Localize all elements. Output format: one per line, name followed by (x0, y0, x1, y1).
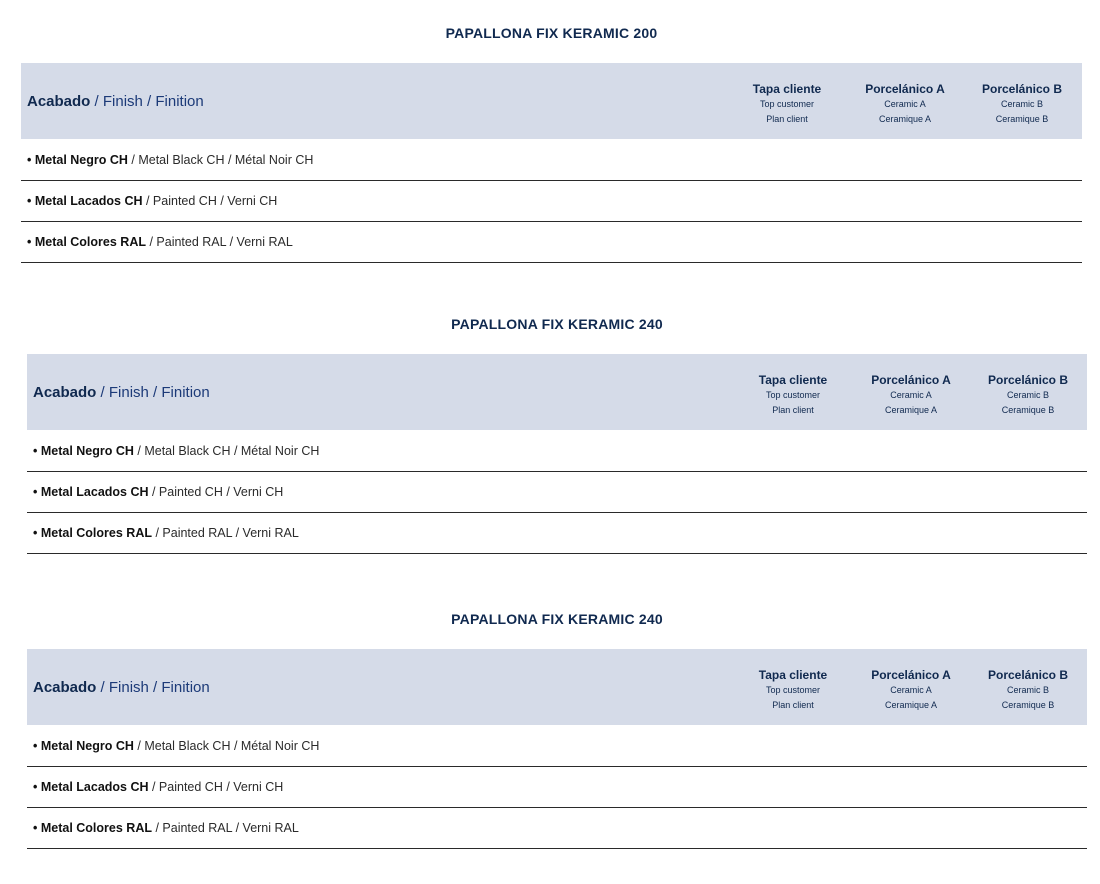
finish-label-rest: / Finish / Finition (96, 679, 210, 696)
table-title: PAPALLONA FIX KERAMIC 240 (451, 316, 663, 332)
table-section-2 (27, 316, 1087, 556)
row-label-bold: • Metal Negro CH (27, 153, 128, 167)
table-row (27, 726, 1087, 767)
row-label-rest: / Painted CH / Verni CH (148, 780, 284, 794)
column-main-label: Porcelánico B (981, 82, 1063, 96)
row-label (33, 444, 319, 458)
table-row (27, 513, 1087, 554)
column-porcelanico-a (850, 82, 960, 127)
column-porcelanico-a (856, 373, 966, 418)
finish-column-label (33, 679, 210, 696)
column-sub-label: Plan client (772, 700, 814, 710)
row-label-bold: • Metal Lacados CH (33, 485, 149, 499)
row-label (33, 739, 319, 753)
column-main-label: Porcelánico B (987, 668, 1069, 682)
table-row (21, 222, 1082, 263)
row-label (27, 194, 277, 208)
finish-label-bold: Acabado (27, 93, 91, 110)
table-header (27, 354, 1087, 430)
column-sub-label: Ceramic B (1006, 390, 1049, 400)
column-sub-label: Ceramic A (890, 685, 932, 695)
row-label-rest: / Metal Black CH / Métal Noir CH (133, 444, 320, 458)
row-label-bold: • Metal Colores RAL (33, 821, 152, 835)
column-sub-label: Ceramic A (890, 390, 932, 400)
column-sub-label: Ceramique B (995, 114, 1049, 124)
column-porcelanico-b (967, 82, 1077, 127)
column-sub-label: Ceramique A (884, 405, 938, 415)
column-sub-label: Ceramic A (884, 99, 926, 109)
column-porcelanico-b (973, 373, 1083, 418)
column-sub-label: Ceramique A (878, 114, 932, 124)
row-label-bold: • Metal Lacados CH (27, 194, 143, 208)
row-label-rest: / Metal Black CH / Métal Noir CH (133, 739, 320, 753)
row-label-rest: / Painted RAL / Verni RAL (145, 235, 293, 249)
column-main-label: Porcelánico A (871, 668, 951, 682)
row-label (33, 780, 283, 794)
row-label-rest: / Metal Black CH / Métal Noir CH (127, 153, 314, 167)
finish-label-rest: / Finish / Finition (90, 93, 204, 110)
column-sub-label: Ceramic B (1000, 99, 1043, 109)
table-row (21, 140, 1082, 181)
finish-label-bold: Acabado (33, 384, 97, 401)
table-row (27, 808, 1087, 849)
row-label (33, 485, 283, 499)
column-porcelanico-a (856, 668, 966, 713)
column-tapa-cliente (738, 373, 848, 418)
table-row (21, 181, 1082, 222)
finish-label-bold: Acabado (33, 679, 97, 696)
column-sub-label: Plan client (766, 114, 808, 124)
row-label-bold: • Metal Colores RAL (33, 526, 152, 540)
column-main-label: Porcelánico A (871, 373, 951, 387)
row-label-bold: • Metal Negro CH (33, 444, 134, 458)
column-main-label: Tapa cliente (758, 668, 828, 682)
column-sub-label: Ceramique A (884, 700, 938, 710)
row-label (33, 526, 299, 540)
row-label-rest: / Painted RAL / Verni RAL (151, 526, 299, 540)
column-tapa-cliente (732, 82, 842, 127)
finish-label-rest: / Finish / Finition (96, 384, 210, 401)
table-title: PAPALLONA FIX KERAMIC 200 (445, 25, 658, 41)
table-row (27, 767, 1087, 808)
finish-column-label (33, 384, 210, 401)
row-label (27, 153, 313, 167)
row-label-bold: • Metal Negro CH (33, 739, 134, 753)
row-label (27, 235, 293, 249)
row-label (33, 821, 299, 835)
table-row (27, 472, 1087, 513)
table-section-3 (27, 611, 1087, 851)
row-label-rest: / Painted CH / Verni CH (148, 485, 284, 499)
row-label-bold: • Metal Lacados CH (33, 780, 149, 794)
column-tapa-cliente (738, 668, 848, 713)
row-label-bold: • Metal Colores RAL (27, 235, 146, 249)
column-sub-label: Top customer (765, 685, 821, 695)
column-sub-label: Plan client (772, 405, 814, 415)
column-main-label: Porcelánico A (865, 82, 945, 96)
column-sub-label: Ceramique B (1001, 405, 1055, 415)
row-label-rest: / Painted RAL / Verni RAL (151, 821, 299, 835)
table-header (27, 649, 1087, 725)
column-sub-label: Top customer (759, 99, 815, 109)
table-header (21, 63, 1082, 139)
column-sub-label: Ceramic B (1006, 685, 1049, 695)
table-section-1 (21, 25, 1082, 265)
column-main-label: Tapa cliente (758, 373, 828, 387)
row-label-rest: / Painted CH / Verni CH (142, 194, 278, 208)
table-title: PAPALLONA FIX KERAMIC 240 (451, 611, 663, 627)
column-porcelanico-b (973, 668, 1083, 713)
finish-column-label (27, 93, 204, 110)
column-main-label: Porcelánico B (987, 373, 1069, 387)
table-row (27, 431, 1087, 472)
column-sub-label: Top customer (765, 390, 821, 400)
column-main-label: Tapa cliente (752, 82, 822, 96)
column-sub-label: Ceramique B (1001, 700, 1055, 710)
